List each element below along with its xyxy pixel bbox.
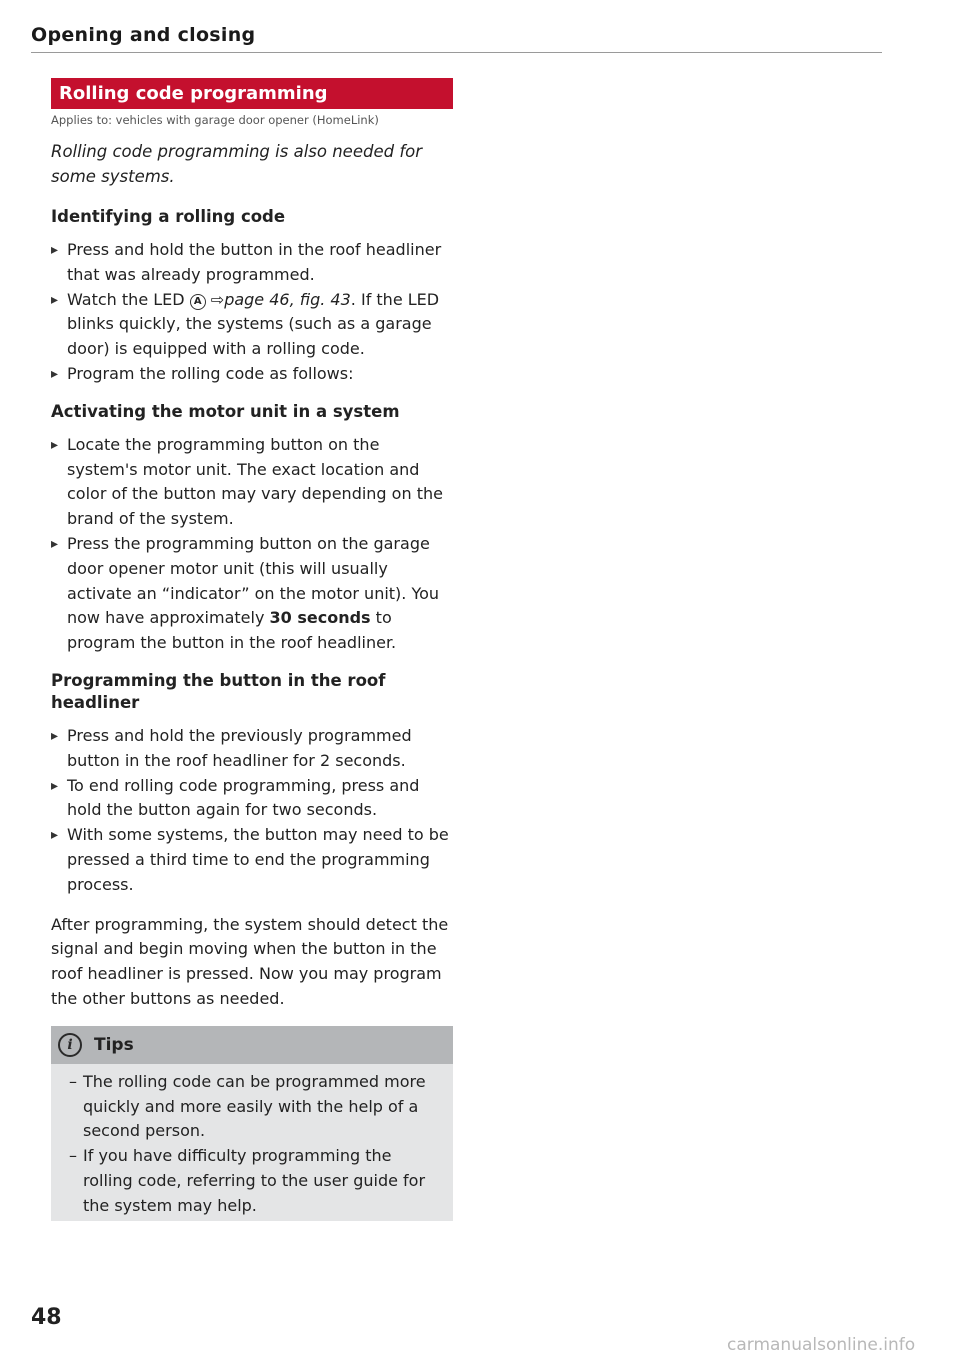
tips-box: [51, 1026, 453, 1221]
step-text: Program the rolling code as follows:: [67, 363, 354, 383]
applies-to-note: Applies to: vehicles with garage door opener (HomeLink): [51, 113, 379, 127]
list-item: [51, 238, 453, 288]
step-text: . If the LED blinks quickly, the systems (such as a garage door) is equipped with a rolling code.: [67, 289, 440, 359]
led-a-icon: A: [190, 294, 206, 310]
heading-activate: Activating the motor unit in a system: [51, 401, 400, 421]
watermark-text: carmanualsonline.info: [727, 1335, 916, 1355]
arrow-icon: ⇨: [210, 289, 225, 309]
intro-text: Rolling code programming is also needed for some systems.: [51, 142, 423, 186]
heading-program: Programming the button in the roof headliner: [51, 670, 386, 712]
step-text: With some systems, the button may need to be pressed a third time to end the programming process.: [67, 825, 449, 894]
list-item: [51, 362, 453, 387]
step-text: Press and hold the button in the roof headliner that was already programmed.: [67, 240, 442, 284]
program-steps: [51, 724, 453, 898]
main-column: [51, 78, 453, 1221]
heading-identify: Identifying a rolling code: [51, 207, 286, 226]
identify-steps: [51, 238, 453, 387]
list-item: [51, 774, 453, 824]
tips-title: Tips: [94, 1034, 134, 1055]
step-text: Press the programming button on the garage door opener motor unit (this will usually activate an “indicator” on the motor unit). You now have approximately: [67, 533, 440, 628]
step-text: Press and hold the previously programmed button in the roof headliner for 2 seconds.: [67, 725, 412, 770]
after-programming-text: After programming, the system should detect the signal and begin moving when the button in the roof headliner is pressed. Now you may program the other buttons as needed.: [51, 914, 449, 1008]
activate-steps: [51, 433, 453, 656]
list-item: [51, 288, 453, 362]
emphasis-duration: 30 seconds: [269, 608, 371, 628]
section-header: Opening and closing: [31, 24, 256, 46]
info-icon: i: [58, 1033, 82, 1057]
tips-header: [51, 1026, 453, 1064]
list-item: [51, 433, 453, 532]
step-text: Watch the LED: [67, 289, 185, 309]
step-text: To end rolling code programming, press and hold the button again for two seconds.: [67, 775, 420, 820]
header-divider: [31, 52, 882, 53]
list-item: [51, 532, 453, 656]
list-item: [51, 823, 453, 897]
tips-list: [51, 1064, 453, 1221]
section-title: Rolling code programming: [51, 78, 453, 109]
list-item: – If you have difficulty programming the rolling code, referring to the user guide for the system may help.: [69, 1144, 443, 1218]
page-number: 48: [31, 1305, 62, 1330]
step-text: to program the button in the roof headliner.: [67, 608, 397, 653]
page-reference-link[interactable]: page 46, fig. 43: [224, 289, 351, 309]
list-item: [51, 724, 453, 774]
list-item: – The rolling code can be programmed more quickly and more easily with the help of a second person.: [69, 1070, 443, 1144]
step-text: Locate the programming button on the system's motor unit. The exact location and color of the button may vary depending on the brand of the system.: [67, 434, 443, 529]
